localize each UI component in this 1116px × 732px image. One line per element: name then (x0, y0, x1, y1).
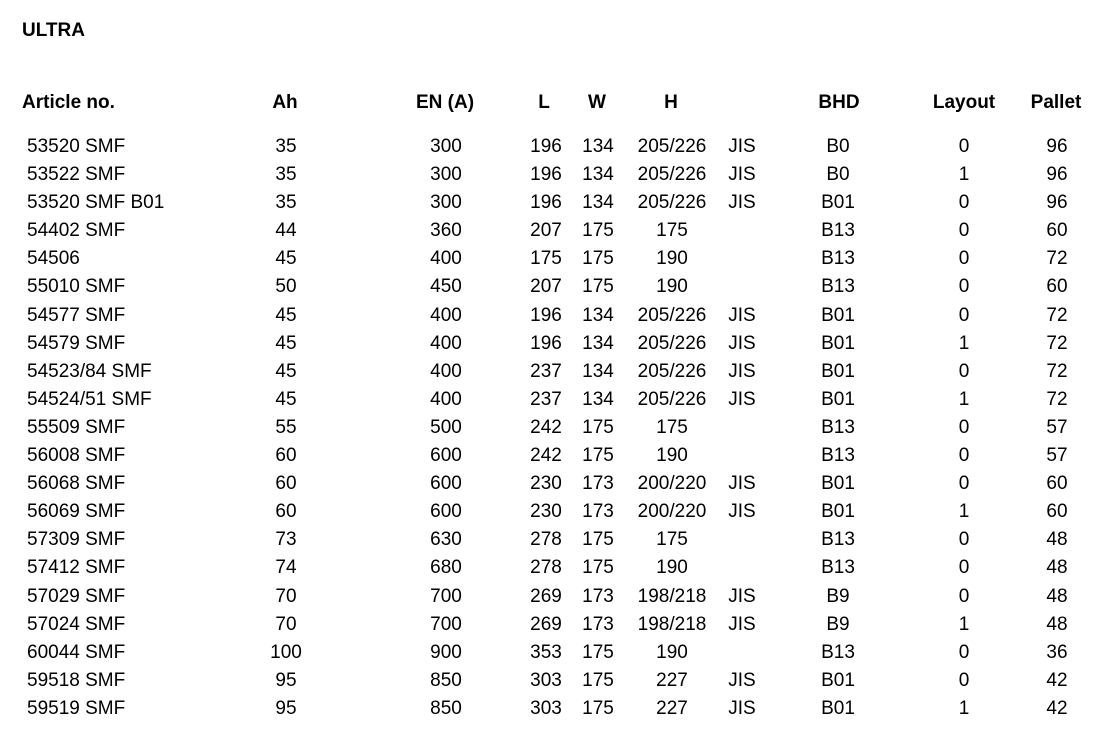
cell-layout: 0 (958, 416, 970, 438)
cell-ah: 45 (275, 332, 297, 354)
cell-pallet: 48 (1046, 557, 1068, 579)
cell-l: 269 (530, 585, 562, 607)
cell-jis: JIS (728, 332, 756, 354)
cell-layout: 1 (958, 697, 970, 719)
cell-w: 173 (582, 501, 614, 523)
cell-en: 600 (430, 501, 462, 523)
cell-pallet: 96 (1046, 164, 1068, 186)
cell-h: 227 (656, 669, 688, 691)
cell-article: 56068 SMF (27, 473, 126, 495)
cell-en: 450 (430, 276, 462, 298)
cell-ah: 35 (275, 136, 297, 157)
cell-en: 400 (430, 248, 462, 270)
cell-jis: JIS (728, 136, 756, 157)
cell-pallet: 57 (1046, 445, 1068, 467)
table-row (0, 417, 1116, 445)
cell-w: 134 (582, 388, 614, 410)
cell-w: 175 (582, 445, 614, 467)
cell-jis: JIS (728, 360, 756, 382)
cell-en: 400 (430, 360, 462, 382)
cell-w: 175 (582, 529, 614, 551)
table-row (0, 305, 1116, 333)
cell-w: 175 (582, 641, 614, 663)
table-row (0, 276, 1116, 304)
cell-bhd: B13 (821, 276, 855, 298)
cell-en: 300 (430, 136, 462, 157)
cell-l: 196 (530, 164, 562, 186)
cell-pallet: 48 (1046, 529, 1068, 551)
cell-article: 57029 SMF (27, 585, 126, 607)
cell-l: 242 (530, 445, 562, 467)
cell-article: 55509 SMF (27, 416, 126, 438)
cell-l: 196 (530, 304, 562, 326)
cell-en: 700 (430, 613, 462, 635)
cell-h: 227 (656, 697, 688, 719)
cell-layout: 1 (958, 613, 970, 635)
table-row (0, 136, 1116, 164)
cell-article: 59518 SMF (27, 669, 126, 691)
cell-l: 196 (530, 136, 562, 157)
cell-pallet: 96 (1046, 136, 1068, 157)
table-row (0, 698, 1116, 726)
cell-pallet: 60 (1046, 473, 1068, 495)
header-pallet: Pallet (1030, 92, 1082, 113)
cell-layout: 0 (958, 276, 970, 298)
cell-w: 134 (582, 360, 614, 382)
cell-l: 175 (530, 248, 562, 270)
cell-l: 242 (530, 416, 562, 438)
cell-jis: JIS (728, 388, 756, 410)
document-title: ULTRA (22, 20, 85, 41)
table-row (0, 586, 1116, 614)
cell-article: 57412 SMF (27, 557, 126, 579)
cell-layout: 0 (958, 248, 970, 270)
cell-bhd: B01 (821, 192, 855, 214)
cell-pallet: 48 (1046, 585, 1068, 607)
cell-w: 175 (582, 248, 614, 270)
cell-layout: 0 (958, 641, 970, 663)
cell-ah: 45 (275, 360, 297, 382)
table-row (0, 220, 1116, 248)
cell-h: 205/226 (637, 136, 707, 157)
cell-w: 134 (582, 304, 614, 326)
cell-pallet: 60 (1046, 220, 1068, 242)
cell-w: 175 (582, 220, 614, 242)
table-header (0, 92, 1116, 118)
cell-bhd: B13 (821, 416, 855, 438)
cell-ah: 60 (275, 473, 297, 495)
cell-layout: 0 (958, 136, 970, 157)
cell-bhd: B13 (821, 220, 855, 242)
cell-bhd: B01 (821, 360, 855, 382)
cell-jis: JIS (728, 501, 756, 523)
cell-h: 175 (656, 529, 688, 551)
cell-bhd: B01 (821, 501, 855, 523)
cell-w: 134 (582, 192, 614, 214)
cell-ah: 35 (275, 192, 297, 214)
table-row (0, 164, 1116, 192)
cell-l: 278 (530, 557, 562, 579)
cell-h: 205/226 (637, 164, 707, 186)
cell-h: 198/218 (637, 585, 707, 607)
cell-en: 850 (430, 669, 462, 691)
cell-jis: JIS (728, 697, 756, 719)
cell-l: 230 (530, 501, 562, 523)
cell-bhd: B9 (826, 613, 850, 635)
cell-bhd: B0 (826, 136, 850, 157)
cell-h: 200/220 (637, 501, 707, 523)
cell-layout: 0 (958, 445, 970, 467)
cell-ah: 45 (275, 248, 297, 270)
cell-layout: 1 (958, 332, 970, 354)
cell-bhd: B9 (826, 585, 850, 607)
table-row (0, 642, 1116, 670)
cell-h: 190 (656, 641, 688, 663)
cell-pallet: 72 (1046, 360, 1068, 382)
header-w: W (588, 92, 606, 113)
cell-en: 360 (430, 220, 462, 242)
cell-ah: 70 (275, 585, 297, 607)
cell-article: 59519 SMF (27, 697, 126, 719)
cell-en: 400 (430, 332, 462, 354)
cell-h: 205/226 (637, 304, 707, 326)
cell-article: 56069 SMF (27, 501, 126, 523)
cell-pallet: 72 (1046, 304, 1068, 326)
table-row (0, 557, 1116, 585)
cell-bhd: B01 (821, 388, 855, 410)
cell-pallet: 72 (1046, 332, 1068, 354)
cell-bhd: B01 (821, 332, 855, 354)
cell-h: 205/226 (637, 388, 707, 410)
cell-article: 54524/51 SMF (27, 388, 152, 410)
cell-en: 400 (430, 388, 462, 410)
table-row (0, 361, 1116, 389)
cell-l: 230 (530, 473, 562, 495)
cell-pallet: 42 (1046, 697, 1068, 719)
cell-w: 173 (582, 585, 614, 607)
cell-h: 190 (656, 248, 688, 270)
cell-pallet: 60 (1046, 276, 1068, 298)
cell-article: 54579 SMF (27, 332, 126, 354)
cell-h: 190 (656, 276, 688, 298)
cell-article: 53520 SMF (27, 136, 126, 157)
header-h: H (664, 92, 678, 113)
cell-w: 175 (582, 276, 614, 298)
cell-h: 190 (656, 445, 688, 467)
cell-ah: 45 (275, 388, 297, 410)
cell-en: 500 (430, 416, 462, 438)
cell-w: 173 (582, 613, 614, 635)
table-row (0, 333, 1116, 361)
cell-l: 269 (530, 613, 562, 635)
cell-l: 303 (530, 669, 562, 691)
cell-en: 400 (430, 304, 462, 326)
cell-pallet: 60 (1046, 501, 1068, 523)
cell-w: 175 (582, 669, 614, 691)
cell-w: 175 (582, 416, 614, 438)
cell-bhd: B01 (821, 697, 855, 719)
header-l: L (538, 92, 550, 113)
cell-layout: 0 (958, 304, 970, 326)
header-article: Article no. (22, 92, 115, 113)
table-body (0, 136, 1116, 726)
cell-article: 54577 SMF (27, 304, 126, 326)
cell-jis: JIS (728, 613, 756, 635)
cell-h: 205/226 (637, 332, 707, 354)
table-row (0, 670, 1116, 698)
cell-layout: 1 (958, 388, 970, 410)
cell-ah: 74 (275, 557, 297, 579)
cell-pallet: 72 (1046, 388, 1068, 410)
cell-ah: 45 (275, 304, 297, 326)
cell-w: 175 (582, 697, 614, 719)
cell-l: 196 (530, 332, 562, 354)
cell-ah: 100 (270, 641, 302, 663)
cell-h: 190 (656, 557, 688, 579)
cell-article: 57024 SMF (27, 613, 126, 635)
cell-ah: 44 (275, 220, 297, 242)
cell-bhd: B01 (821, 473, 855, 495)
cell-ah: 95 (275, 697, 297, 719)
header-ah: Ah (272, 92, 298, 113)
cell-article: 53522 SMF (27, 164, 126, 186)
cell-w: 175 (582, 557, 614, 579)
cell-article: 53520 SMF B01 (27, 192, 165, 214)
header-en: EN (A) (415, 92, 475, 113)
cell-en: 680 (430, 557, 462, 579)
cell-layout: 0 (958, 360, 970, 382)
cell-bhd: B13 (821, 445, 855, 467)
cell-ah: 70 (275, 613, 297, 635)
cell-bhd: B01 (821, 669, 855, 691)
cell-w: 173 (582, 473, 614, 495)
cell-layout: 0 (958, 585, 970, 607)
cell-jis: JIS (728, 473, 756, 495)
table-row (0, 614, 1116, 642)
cell-layout: 0 (958, 192, 970, 214)
cell-article: 56008 SMF (27, 445, 126, 467)
cell-article: 55010 SMF (27, 276, 126, 298)
cell-l: 237 (530, 360, 562, 382)
table-row (0, 248, 1116, 276)
cell-pallet: 96 (1046, 192, 1068, 214)
cell-layout: 1 (958, 164, 970, 186)
cell-en: 300 (430, 164, 462, 186)
cell-layout: 0 (958, 220, 970, 242)
cell-ah: 55 (275, 416, 297, 438)
cell-bhd: B13 (821, 529, 855, 551)
cell-pallet: 36 (1046, 641, 1068, 663)
table-row (0, 473, 1116, 501)
cell-w: 134 (582, 164, 614, 186)
cell-h: 205/226 (637, 192, 707, 214)
header-bhd: BHD (818, 92, 860, 113)
cell-ah: 50 (275, 276, 297, 298)
cell-jis: JIS (728, 304, 756, 326)
table-row (0, 192, 1116, 220)
cell-jis: JIS (728, 585, 756, 607)
cell-jis: JIS (728, 669, 756, 691)
cell-en: 300 (430, 192, 462, 214)
cell-h: 200/220 (637, 473, 707, 495)
cell-en: 850 (430, 697, 462, 719)
cell-bhd: B13 (821, 557, 855, 579)
cell-article: 54523/84 SMF (27, 360, 152, 382)
cell-en: 600 (430, 445, 462, 467)
cell-l: 353 (530, 641, 562, 663)
cell-l: 237 (530, 388, 562, 410)
cell-article: 54402 SMF (27, 220, 126, 242)
cell-layout: 0 (958, 557, 970, 579)
cell-jis: JIS (728, 164, 756, 186)
cell-ah: 95 (275, 669, 297, 691)
cell-bhd: B13 (821, 641, 855, 663)
cell-l: 207 (530, 220, 562, 242)
cell-ah: 60 (275, 501, 297, 523)
cell-article: 60044 SMF (27, 641, 126, 663)
cell-layout: 0 (958, 473, 970, 495)
table-row (0, 529, 1116, 557)
cell-l: 196 (530, 192, 562, 214)
cell-en: 630 (430, 529, 462, 551)
cell-bhd: B0 (826, 164, 850, 186)
cell-jis: JIS (728, 192, 756, 214)
cell-bhd: B01 (821, 304, 855, 326)
cell-w: 134 (582, 136, 614, 157)
cell-h: 205/226 (637, 360, 707, 382)
table-row (0, 389, 1116, 417)
cell-en: 900 (430, 641, 462, 663)
cell-bhd: B13 (821, 248, 855, 270)
table-row (0, 445, 1116, 473)
cell-h: 198/218 (637, 613, 707, 635)
header-layout: Layout (932, 92, 996, 113)
cell-h: 175 (656, 416, 688, 438)
cell-article: 57309 SMF (27, 529, 126, 551)
cell-h: 175 (656, 220, 688, 242)
cell-en: 600 (430, 473, 462, 495)
cell-en: 700 (430, 585, 462, 607)
cell-pallet: 42 (1046, 669, 1068, 691)
cell-w: 134 (582, 332, 614, 354)
cell-pallet: 48 (1046, 613, 1068, 635)
cell-layout: 0 (958, 529, 970, 551)
cell-pallet: 72 (1046, 248, 1068, 270)
cell-ah: 73 (275, 529, 297, 551)
cell-layout: 0 (958, 669, 970, 691)
cell-l: 303 (530, 697, 562, 719)
cell-pallet: 57 (1046, 416, 1068, 438)
table-row (0, 501, 1116, 529)
cell-article: 54506 (27, 248, 80, 270)
cell-ah: 35 (275, 164, 297, 186)
cell-ah: 60 (275, 445, 297, 467)
cell-layout: 1 (958, 501, 970, 523)
cell-l: 278 (530, 529, 562, 551)
cell-l: 207 (530, 276, 562, 298)
